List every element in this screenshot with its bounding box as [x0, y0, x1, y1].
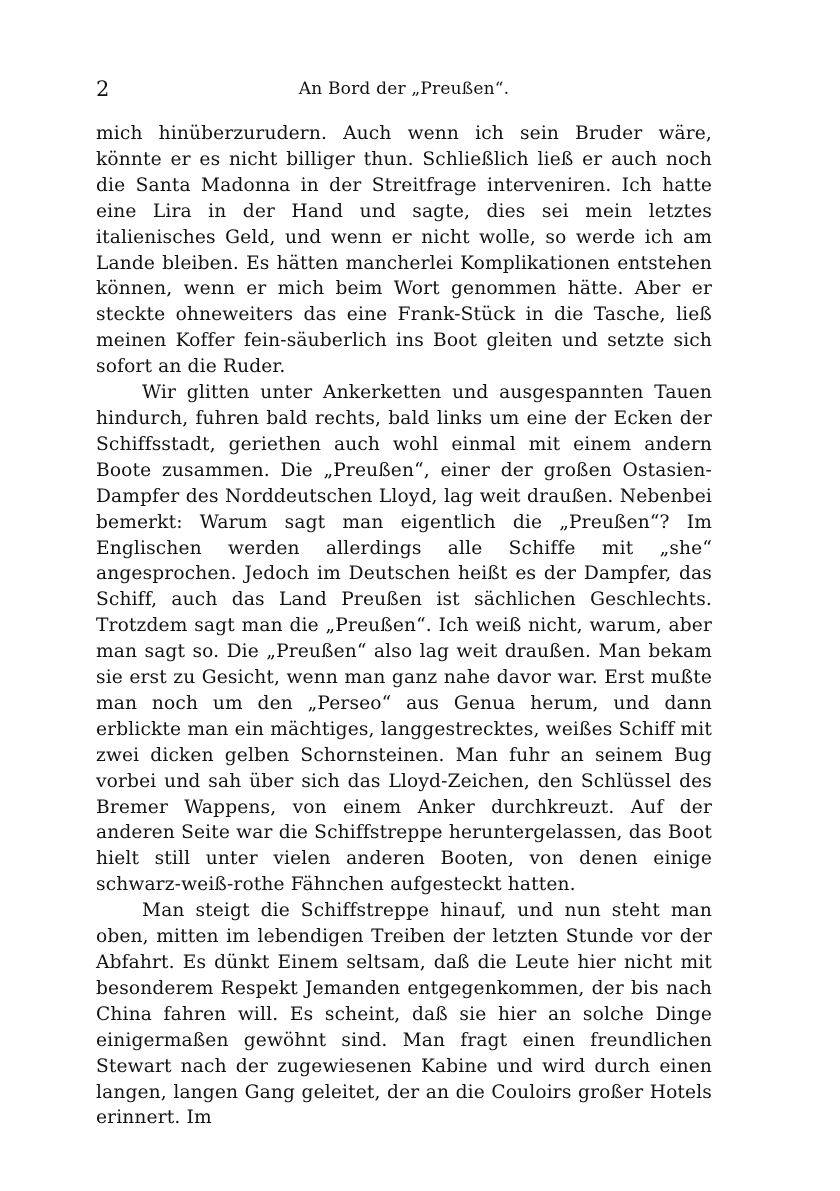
page-header	[96, 74, 712, 104]
page-number: 2	[96, 77, 110, 101]
paragraph-boat-ride: Wir glitten unter Ankerketten und ausgespannten Tauen hindurch, fuhren bald rechts, bald links um eine der Ecken der Schiffsstadt, geriethen auch wohl einmal mit einem andern Boote zusammen. Die „Preußen“, einer der großen Ostasien-Dampfer des Norddeutschen Lloyd, lag weit draußen. Nebenbei bemerkt: Warum sagt man eigentlich die „Preußen“? Im Englischen werden allerdings alle Schiffe mit „she“ angesprochen. Jedoch im Deutschen heißt es der Dampfer, das Schiff, auch das Land Preußen ist sächlichen Geschlechts. Trotzdem sagt man die „Preußen“. Ich weiß nicht, warum, aber man sagt so. Die „Preußen“ also lag weit draußen. Man bekam sie erst zu Gesicht, wenn man ganz nahe davor war. Erst mußte man noch um den „Perseo“ aus Genua herum, und dann erblickte man ein mächtiges, langgestrecktes, weißes Schiff mit zwei dicken gelben Schornsteinen. Man fuhr an seinem Bug vorbei und sah über sich das Lloyd-Zeichen, den Schlüssel des Bremer Wappens, von einem Anker durchkreuzt. Auf der anderen Seite war die Schiffstreppe heruntergelassen, das Boot hielt still unter vielen anderen Booten, von denen einige schwarz-weiß-rothe Fähnchen aufgesteckt hatten.	[96, 382, 712, 896]
body-text	[96, 121, 712, 1131]
running-title: An Bord der „Preußen“.	[298, 79, 510, 99]
paragraph-continuation: mich hinüberzurudern. Auch wenn ich sein Bruder wäre, könnte er es nicht billiger thun. Schließlich ließ er auch noch die Santa Madonna in der Streitfrage interveniren. Ich hatte eine Lira in der Hand und sagte, dies sei mein letztes italienisches Geld, und wenn er nicht wolle, so werde ich am Lande bleiben. Es hätten mancherlei Komplikationen entstehen können, wenn er mich beim Wort genommen hätte. Aber er steckte ohneweiters das eine Frank-Stück in die Tasche, ließ meinen Koffer fein-säuberlich ins Boot gleiten und setzte sich sofort an die Ruder.	[96, 123, 712, 378]
paragraph-boarding: Man steigt die Schiffstreppe hinauf, und nun steht man oben, mitten im lebendigen Treiben der letzten Stunde vor der Abfahrt. Es dünkt Einem seltsam, daß die Leute hier nicht mit besonderem Respekt Jemanden entgegenkommen, der bis nach China fahren will. Es scheint, daß sie hier an solche Dinge einigermaßen gewöhnt sind. Man fragt einen freundlichen Stewart nach der zugewiesenen Kabine und wird durch einen langen, langen Gang geleitet, der an die Couloirs großer Hotels erinnert. Im	[96, 900, 712, 1129]
